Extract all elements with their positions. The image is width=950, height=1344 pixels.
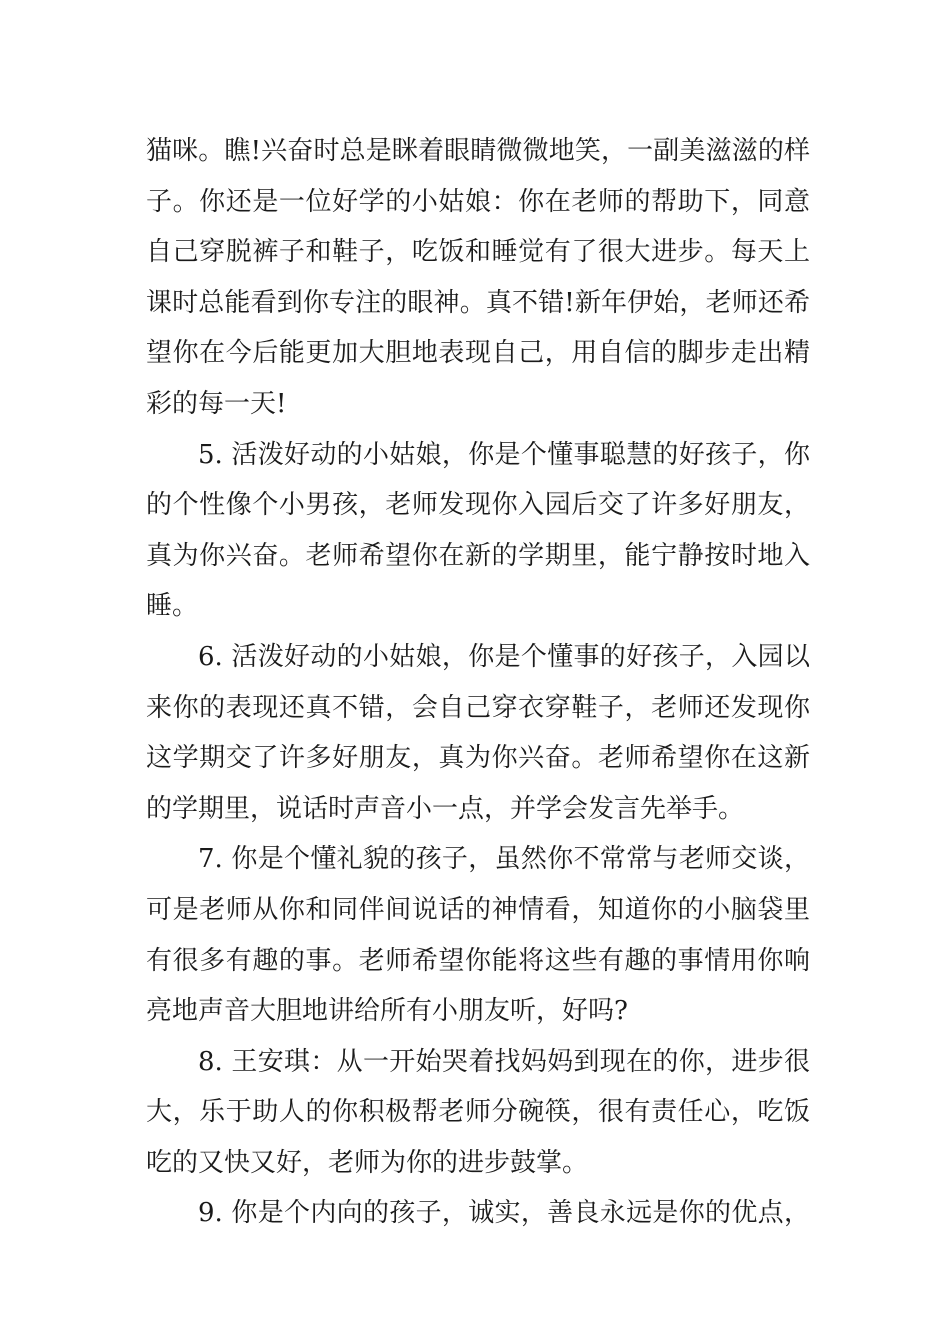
text-line: 亮地声音大胆地讲给所有小朋友听，好吗? xyxy=(146,996,628,1027)
text-line: 彩的每一天! xyxy=(146,388,287,419)
text-line: 课时总能看到你专注的眼神。真不错!新年伊始，老师还希 xyxy=(146,287,810,318)
text-line: 望你在今后能更加大胆地表现自己，用自信的脚步走出精 xyxy=(146,338,810,369)
paragraph-start-9: 9. 你是个内向的孩子，诚实，善良永远是你的优点， xyxy=(198,1198,810,1229)
text-line: 真为你兴奋。老师希望你在新的学期里，能宁静按时地入 xyxy=(146,540,810,571)
paragraph-start-6: 6. 活泼好动的小姑娘，你是个懂事的好孩子，入园以 xyxy=(198,641,810,672)
paragraph-start-7: 7. 你是个懂礼貌的孩子，虽然你不常常与老师交谈， xyxy=(198,844,810,875)
text-line: 可是老师从你和同伴间说话的神情看，知道你的小脑袋里 xyxy=(146,894,810,925)
text-line: 子。你还是一位好学的小姑娘：你在老师的帮助下，同意 xyxy=(146,186,810,217)
text-line: 这学期交了许多好朋友，真为你兴奋。老师希望你在这新 xyxy=(146,743,810,774)
text-line: 来你的表现还真不错，会自己穿衣穿鞋子，老师还发现你 xyxy=(146,692,810,723)
text-line: 的学期里，说话时声音小一点，并学会发言先举手。 xyxy=(146,793,745,824)
text-line: 自己穿脱裤子和鞋子，吃饭和睡觉有了很大进步。每天上 xyxy=(146,237,810,268)
text-line: 有很多有趣的事。老师希望你能将这些有趣的事情用你响 xyxy=(146,945,810,976)
paragraph-start-5: 5. 活泼好动的小姑娘，你是个懂事聪慧的好孩子，你 xyxy=(198,439,810,470)
text-line: 的个性像个小男孩，老师发现你入园后交了许多好朋友， xyxy=(146,490,810,521)
text-line: 睡。 xyxy=(146,591,199,622)
text-line: 猫咪。瞧!兴奋时总是眯着眼睛微微地笑，一副美滋滋的样 xyxy=(146,136,810,166)
paragraph-start-8: 8. 王安琪：从一开始哭着找妈妈到现在的你，进步很 xyxy=(198,1046,810,1077)
text-line: 大，乐于助人的你积极帮老师分碗筷，很有责任心，吃饭 xyxy=(146,1097,810,1128)
body-text xyxy=(146,126,810,1239)
text-line: 吃的又快又好，老师为你的进步鼓掌。 xyxy=(146,1147,589,1178)
